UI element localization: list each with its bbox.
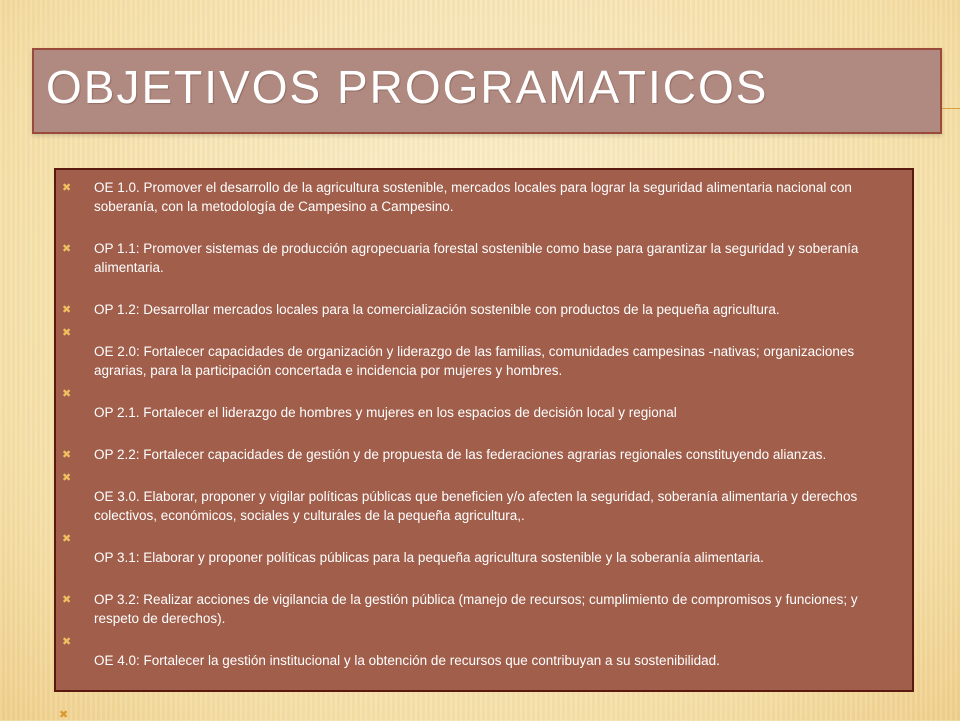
bullet-item-op-3-2	[56, 590, 898, 628]
bullet-text: OP 2.1. Fortalecer el liderazgo de hombres y mujeres en los espacios de decisión local y regional	[94, 405, 677, 420]
slide-title: OBJETIVOS PROGRAMATICOS	[46, 61, 769, 113]
bullet-item-oe-2-0	[56, 342, 898, 380]
bullet-list	[56, 170, 912, 670]
bullet-text: OP 2.2: Fortalecer capacidades de gestión y de propuesta de las federaciones agrarias regionales constituyendo alianzas.	[94, 447, 827, 462]
bullet-item-empty	[56, 323, 898, 342]
bullet-item-empty	[56, 529, 898, 548]
bullet-item-oe-4-0	[56, 651, 898, 670]
x-bullet-icon: ✖	[62, 304, 72, 316]
bullet-item-op-2-1	[56, 403, 898, 422]
bullet-item-empty	[56, 468, 898, 487]
bullet-item-op-3-1	[56, 548, 898, 567]
bullet-item-empty	[56, 632, 898, 651]
x-bullet-icon: ✖	[62, 594, 72, 606]
bullet-item-oe-1-0	[56, 178, 898, 216]
x-bullet-icon: ✖	[62, 472, 72, 484]
bullet-text: OP 1.2: Desarrollar mercados locales para la comercialización sostenible con productos de la pequeña agricultura.	[94, 302, 780, 317]
x-bullet-icon: ✖	[62, 327, 72, 339]
bullet-text: OP 3.1: Elaborar y proponer políticas públicas para la pequeña agricultura sostenible y la soberanía alimentaria.	[94, 550, 764, 565]
bullet-item-op-1-1	[56, 239, 898, 277]
bullet-item-empty	[56, 384, 898, 403]
bullet-item-op-1-2	[56, 300, 898, 319]
bullet-text: OE 2.0: Fortalecer capacidades de organización y liderazgo de las familias, comunidades campesinas -nativas; organizaciones agrarias, para la participación concertada e incidencia por mujeres y hombres.	[94, 344, 855, 378]
decorative-line	[942, 108, 960, 109]
slide-title-box	[32, 48, 942, 134]
x-bullet-icon: ✖	[62, 182, 72, 194]
bullet-text: OE 3.0. Elaborar, proponer y vigilar políticas públicas que beneficien y/o afecten la seguridad, soberanía alimentaria y derechos colectivos, económicos, sociales y culturales de la pequeña agricultura,.	[94, 489, 858, 523]
bullet-text: OP 1.1: Promover sistemas de producción agropecuaria forestal sostenible como base para garantizar la seguridad y soberanía alimentaria.	[94, 241, 859, 275]
bullet-text: OE 4.0: Fortalecer la gestión institucional y la obtención de recursos que contribuyan a su sostenibilidad.	[94, 653, 720, 668]
slide-content-box	[54, 168, 914, 692]
bullet-text: OE 1.0. Promover el desarrollo de la agricultura sostenible, mercados locales para lograr la seguridad alimentaria nacional con soberanía, con la metodología de Campesino a Campesino.	[94, 180, 852, 214]
x-bullet-icon: ✖	[62, 243, 72, 255]
x-bullet-icon: ✖	[62, 533, 72, 545]
x-bullet-icon: ✖	[62, 388, 72, 400]
x-bullet-icon: ✖	[62, 636, 72, 648]
bullet-item-oe-3-0	[56, 487, 898, 525]
bullet-text: OP 3.2: Realizar acciones de vigilancia de la gestión pública (manejo de recursos; cumplimiento de compromisos y funciones; y respeto de derechos).	[94, 592, 858, 626]
x-bullet-icon: ✖	[59, 709, 69, 721]
x-bullet-icon: ✖	[62, 449, 72, 461]
bullet-item-op-2-2	[56, 445, 898, 464]
